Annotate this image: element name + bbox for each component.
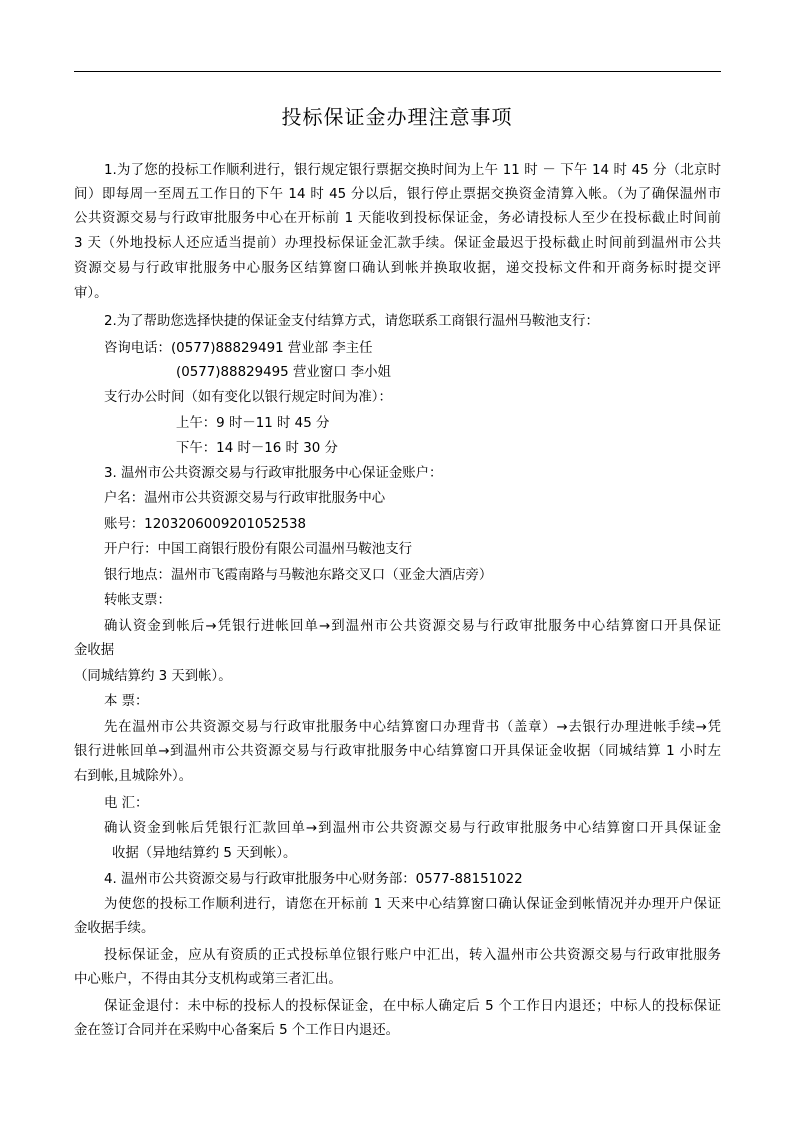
text-line: 3 天（外地投标人还应适当提前）办理投标保证金汇款手续。保证金最迟于投标截止时间前到温州市公共	[74, 236, 721, 251]
text-line: 确认资金到帐后凭银行汇款回单→到温州市公共资源交易与行政审批服务中心结算窗口开具保证金	[104, 821, 721, 836]
text-line: (0577)88829495 营业窗口 李小姐	[176, 365, 391, 380]
text-line: 审）。	[74, 286, 108, 301]
text-line: 金在签订合同并在采购中心备案后 5 个工作日内退还。	[74, 1023, 400, 1038]
text-line: 支行办公时间（如有变化以银行规定时间为准）：	[104, 390, 392, 405]
text-line: 3. 温州市公共资源交易与行政审批服务中心保证金账户：	[104, 466, 443, 481]
header-rule	[74, 71, 721, 72]
text-line: 咨询电话：(0577)88829491 营业部 李主任	[104, 341, 373, 356]
text-line: 2.为了帮助您选择快捷的保证金支付结算方式，请您联系工商银行温州马鞍池支行：	[104, 314, 599, 329]
text-line: 资源交易与行政审批服务中心服务区结算窗口确认到帐并换取收据，递交投标文件和开商务标时提交评	[74, 261, 721, 276]
text-line: 投标保证金，应从有资质的正式投标单位银行账户中汇出，转入温州市公共资源交易与行政审批服务	[104, 948, 721, 963]
text-line: 金收据	[74, 643, 115, 658]
text-line: 先在温州市公共资源交易与行政审批服务中心结算窗口办理背书（盖章）→去银行办理进帐手续→凭	[104, 720, 721, 735]
text-line: 本 票：	[104, 694, 149, 709]
text-line: 户名：温州市公共资源交易与行政审批服务中心	[104, 491, 386, 506]
page-title: 投标保证金办理注意事项	[281, 105, 513, 129]
text-line: 1.为了您的投标工作顺利进行，银行规定银行票据交换时间为上午 11 时 － 下午 14 时 45 分（北京时	[104, 163, 721, 178]
text-line: 收据（异地结算约 5 天到帐）。	[112, 846, 297, 861]
text-line: （同城结算约 3 天到帐）。	[74, 669, 232, 684]
text-line: 间）即每周一至周五工作日的下午 14 时 45 分以后，银行停止票据交换资金清算入帐。（为了确保温州市	[74, 187, 721, 202]
text-line: 确认资金到帐后→凭银行进帐回单→到温州市公共资源交易与行政审批服务中心结算窗口开具保证	[104, 619, 721, 634]
text-line: 金收据手续。	[74, 921, 155, 936]
text-line: 为使您的投标工作顺利进行，请您在开标前 1 天来中心结算窗口确认保证金到帐情况并办理开户保证	[104, 897, 721, 912]
text-line: 中心账户，不得由其分支机构或第三者汇出。	[74, 972, 342, 987]
text-line: 下午：14 时－16 时 30 分	[176, 441, 338, 456]
text-line: 电 汇：	[104, 796, 149, 811]
text-line: 开户行：中国工商银行股份有限公司温州马鞍池支行	[104, 542, 412, 557]
text-line: 保证金退付：未中标的投标人的投标保证金，在中标人确定后 5 个工作日内退还；中标人的投标保证	[104, 999, 721, 1014]
text-line: 右到帐,且城除外）。	[74, 769, 193, 784]
text-line: 账号：1203206009201052538	[104, 517, 307, 532]
text-line: 上午：9 时－11 时 45 分	[176, 416, 330, 431]
text-line: 4. 温州市公共资源交易与行政审批服务中心财务部：0577-88151022	[104, 872, 523, 887]
text-line: 公共资源交易与行政审批服务中心在开标前 1 天能收到投标保证金，务必请投标人至少在投标截止时间前	[74, 211, 721, 226]
text-line: 银行进帐回单→到温州市公共资源交易与行政审批服务中心结算窗口开具保证金收据（同城结算 1 小时左	[74, 744, 721, 759]
text-line: 转帐支票：	[104, 593, 171, 608]
text-line: 银行地点：温州市飞霞南路与马鞍池东路交叉口（亚金大酒店旁）	[104, 568, 493, 583]
